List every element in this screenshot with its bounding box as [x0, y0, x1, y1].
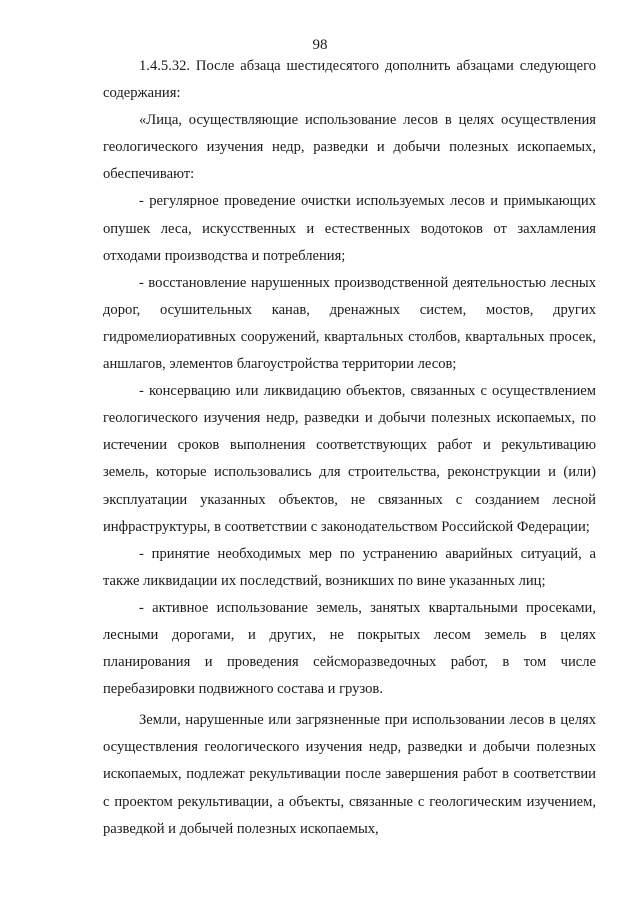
page-number: 98 — [312, 37, 328, 53]
paragraph-conservation-item: - консервацию или ликвидацию объектов, связанных с осуществлением геологического изучения недр, разведки и добычи полезных ископаемых, по истечении сроков выполнения соответствующих работ и рекультивацию земель, которые использовались для строительства, реконструкции и (или) эксплуатации указанных объектов, не связанных с созданием лесной инфраструктуры, в соответствии с законодательством Российской Федерации; — [103, 383, 596, 535]
paragraph-reclamation: Земли, нарушенные или загрязненные при использовании лесов в целях осуществления геологического изучения недр, разведки и добычи полезных ископаемых, подлежат рекультивации после завершения работ в соответствии с проектом рекультивации, а объекты, связанные с геологическим изучением, разведкой и добычей полезных ископаемых, — [103, 712, 596, 837]
paragraph-cleanup-item: - регулярное проведение очистки используемых лесов и примыкающих опушек леса, искусственных и естественных водотоков от захламления отходами производства и потребления; — [103, 193, 596, 264]
paragraph-obligations-intro: «Лица, осуществляющие использование лесов в целях осуществления геологического изучения недр, разведки и добычи полезных ископаемых, обеспечивают: — [103, 112, 596, 183]
paragraph-amendment-instruction: 1.4.5.32. После абзаца шестидесятого дополнить абзацами следующего содержания: — [103, 58, 596, 102]
document-body — [103, 53, 596, 843]
paragraph-land-use-item: - активное использование земель, занятых квартальными просеками, лесными дорогами, и других, не покрытых лесом земель в целях планирования и проведения сейсморазведочных работ, в том числе перебазировки подвижного состава и грузов. — [103, 599, 596, 698]
paragraph-restoration-item: - восстановление нарушенных производственной деятельностью лесных дорог, осушительных канав, дренажных систем, мостов, других гидромелиоративных сооружений, квартальных столбов, квартальных просек, аншлагов, элементов благоустройства территории лесов; — [103, 274, 596, 373]
paragraph-emergency-item: - принятие необходимых мер по устранению аварийных ситуаций, а также ликвидации их последствий, возникших по вине указанных лиц; — [103, 545, 596, 589]
